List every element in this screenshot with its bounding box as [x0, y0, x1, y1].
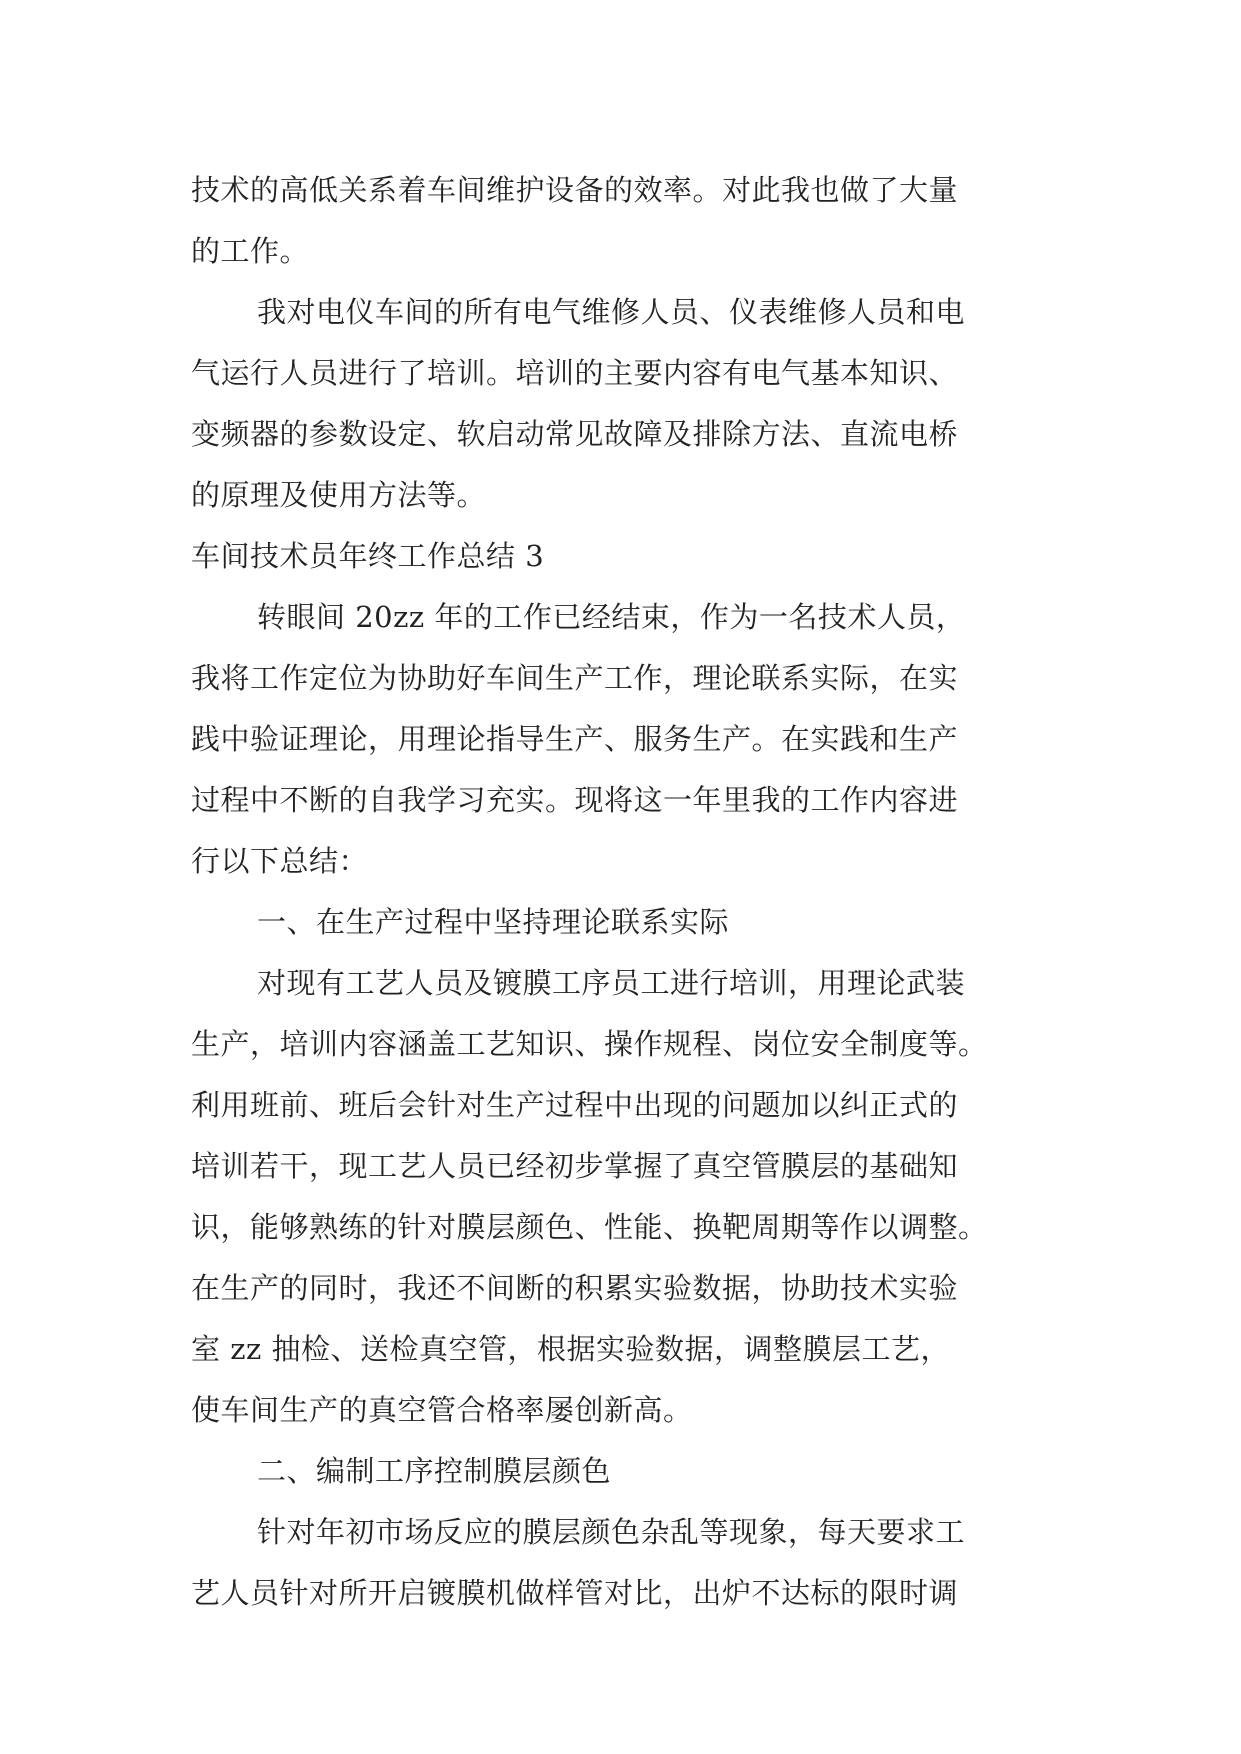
text-line: 室 zz 抽检、送检真空管，根据实验数据，调整膜层工艺， — [191, 1332, 950, 1366]
text-line: 艺人员针对所开启镀膜机做样管对比，出炉不达标的限时调 — [191, 1576, 959, 1610]
text-line: 车间技术员年终工作总结 3 — [191, 539, 545, 573]
text-line: 的原理及使用方法等。 — [191, 478, 487, 512]
text-line: 行以下总结： — [191, 844, 369, 878]
text-line: 对现有工艺人员及镀膜工序员工进行培训，用理论武装 — [257, 966, 966, 1000]
text-line: 气运行人员进行了培训。培训的主要内容有电气基本知识、 — [191, 356, 959, 390]
text-line: 我对电仪车间的所有电气维修人员、仪表维修人员和电 — [257, 295, 966, 329]
text-line: 变频器的参数设定、软启动常见故障及排除方法、直流电桥 — [191, 417, 959, 451]
text-line: 过程中不断的自我学习充实。现将这一年里我的工作内容进 — [191, 783, 959, 817]
text-line: 转眼间 20zz 年的工作已经结束，作为一名技术人员， — [257, 600, 966, 634]
text-line: 使车间生产的真空管合格率屡创新高。 — [191, 1393, 693, 1427]
text-line: 二、编制工序控制膜层颜色 — [257, 1454, 612, 1488]
text-line: 的工作。 — [191, 234, 310, 268]
text-line: 我将工作定位为协助好车间生产工作，理论联系实际，在实 — [191, 661, 959, 695]
text-line: 技术的高低关系着车间维护设备的效率。对此我也做了大量 — [191, 173, 959, 207]
text-line: 针对年初市场反应的膜层颜色杂乱等现象，每天要求工 — [257, 1515, 966, 1549]
text-line: 识，能够熟练的针对膜层颜色、性能、换靶周期等作以调整。 — [191, 1210, 988, 1244]
text-line: 践中验证理论，用理论指导生产、服务生产。在实践和生产 — [191, 722, 959, 756]
text-line: 利用班前、班后会针对生产过程中出现的问题加以纠正式的 — [191, 1088, 959, 1122]
text-line: 生产，培训内容涵盖工艺知识、操作规程、岗位安全制度等。 — [191, 1027, 988, 1061]
text-line: 培训若干，现工艺人员已经初步掌握了真空管膜层的基础知 — [191, 1149, 959, 1183]
text-line: 在生产的同时，我还不间断的积累实验数据，协助技术实验 — [191, 1271, 959, 1305]
text-line: 一、在生产过程中坚持理论联系实际 — [257, 905, 730, 939]
document-body — [191, 160, 1051, 1624]
